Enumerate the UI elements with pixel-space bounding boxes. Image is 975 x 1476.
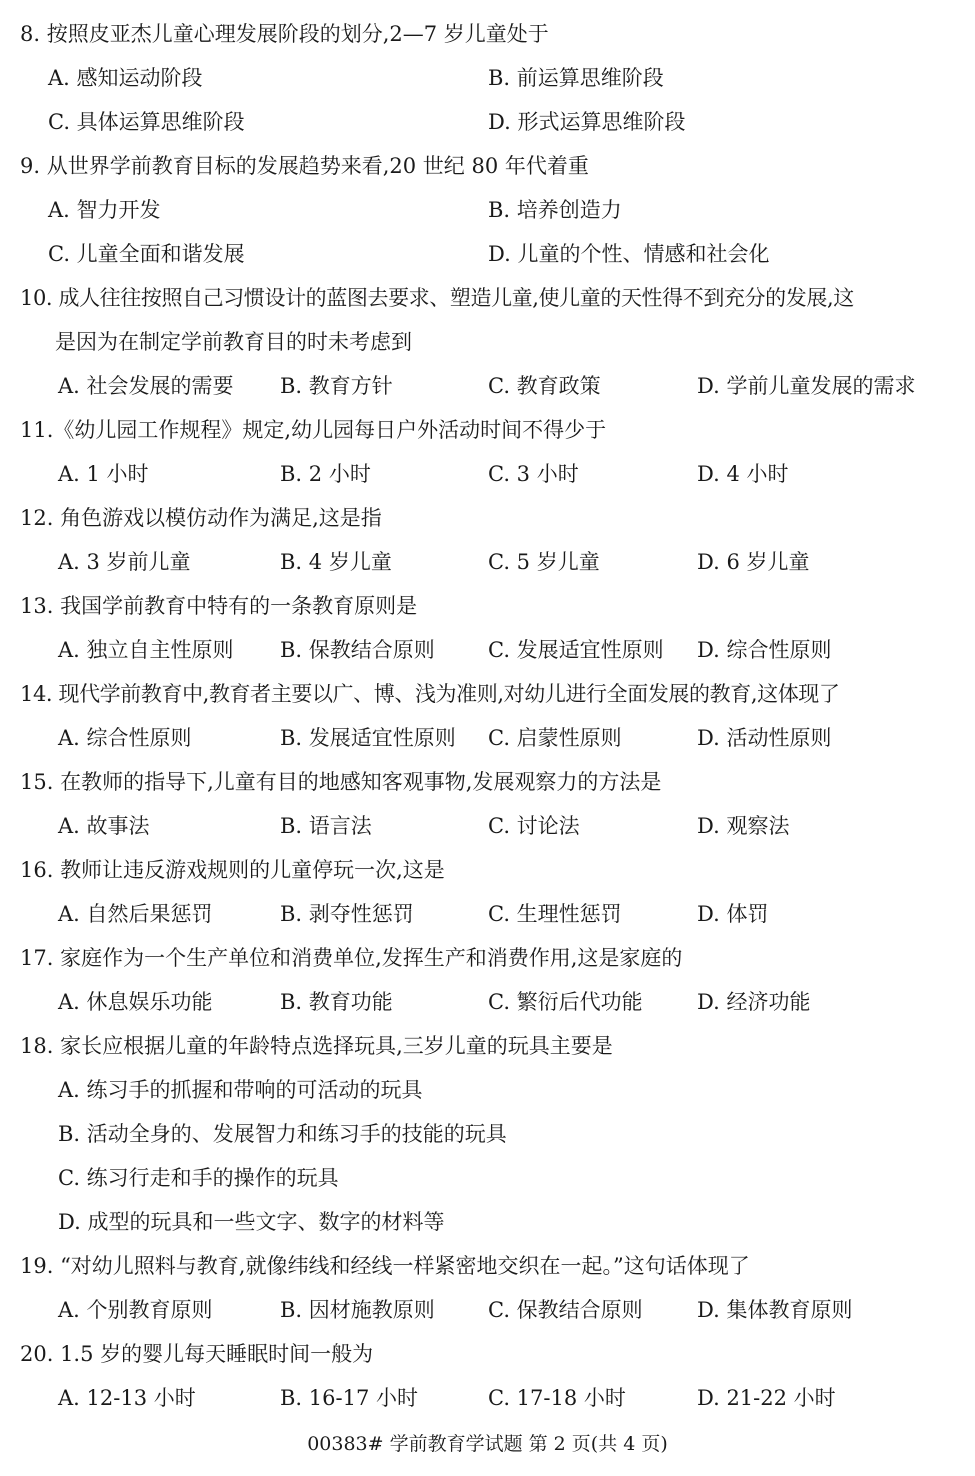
question-stem: 14. 现代学前教育中,教育者主要以广、博、浅为准则,对幼儿进行全面发展的教育,这体现了 [20,682,840,706]
option-b: B. 16-17 小时 [280,1386,418,1410]
option-b: B. 活动全身的、发展智力和练习手的技能的玩具 [58,1122,507,1146]
option-c: C. 生理性惩罚 [488,902,622,926]
options-row [0,452,975,496]
options-row [0,232,975,276]
option-b: B. 剥夺性惩罚 [280,902,414,926]
options-row [0,1288,975,1332]
option-c: C. 儿童全面和谐发展 [48,242,245,266]
option-b: B. 教育功能 [280,990,393,1014]
options-row [0,980,975,1024]
option-c: C. 5 岁儿童 [488,550,600,574]
options-row [0,100,975,144]
question-stem: 17. 家庭作为一个生产单位和消费单位,发挥生产和消费作用,这是家庭的 [20,946,683,970]
option-c: C. 发展适宜性原则 [488,638,664,662]
options-row [0,892,975,936]
option-c: C. 繁衍后代功能 [488,990,643,1014]
option-d: D. 儿童的个性、情感和社会化 [488,242,770,266]
option-a: A. 感知运动阶段 [48,66,203,90]
options-row [0,188,975,232]
question-stem: 12. 角色游戏以模仿动作为满足,这是指 [20,506,382,530]
option-d: D. 6 岁儿童 [697,550,810,574]
option-a: A. 独立自主性原则 [58,638,234,662]
option-c: C. 练习行走和手的操作的玩具 [58,1166,339,1190]
option-a: A. 个别教育原则 [58,1298,213,1322]
options-row [0,364,975,408]
option-d: D. 21-22 小时 [697,1386,836,1410]
options-row [0,1112,975,1156]
option-c: C. 保教结合原则 [488,1298,643,1322]
option-b: B. 保教结合原则 [280,638,435,662]
option-a: A. 12-13 小时 [58,1386,196,1410]
question-stem: 18. 家长应根据儿童的年龄特点选择玩具,三岁儿童的玩具主要是 [20,1034,613,1058]
options-row [0,1068,975,1112]
option-b: B. 培养创造力 [488,198,622,222]
option-c: C. 17-18 小时 [488,1386,626,1410]
options-row [0,56,975,100]
options-row [0,1376,975,1420]
option-a: A. 3 岁前儿童 [58,550,191,574]
option-c: C. 启蒙性原则 [488,726,622,750]
option-b: B. 教育方针 [280,374,393,398]
question-stem-continued: 是因为在制定学前教育目的时未考虑到 [55,330,412,354]
option-a: A. 智力开发 [48,198,161,222]
question-stem: 16. 教师让违反游戏规则的儿童停玩一次,这是 [20,858,445,882]
question-stem: 20. 1.5 岁的婴儿每天睡眠时间一般为 [20,1342,374,1366]
option-c: C. 具体运算思维阶段 [48,110,245,134]
page-footer: 00383# 学前教育学试题 第 2 页(共 4 页) [307,1433,668,1455]
option-d: D. 观察法 [697,814,790,838]
options-row [0,1200,975,1244]
option-d: D. 4 小时 [697,462,789,486]
options-row [0,804,975,848]
option-d: D. 体罚 [697,902,769,926]
options-row [0,628,975,672]
option-a: A. 综合性原则 [58,726,192,750]
question-stem: 10. 成人往往按照自己习惯设计的蓝图去要求、塑造儿童,使儿童的天性得不到充分的发展,这 [20,286,854,310]
option-b: B. 发展适宜性原则 [280,726,456,750]
question-stem: 8. 按照皮亚杰儿童心理发展阶段的划分,2—7 岁儿童处于 [20,22,549,46]
question-stem: 19. “对幼儿照料与教育,就像纬线和经线一样紧密地交织在一起。”这句话体现了 [20,1254,750,1278]
option-b: B. 因材施教原则 [280,1298,435,1322]
option-a: A. 社会发展的需要 [58,374,234,398]
option-d: D. 成型的玩具和一些文字、数字的材料等 [58,1210,445,1234]
option-d: D. 综合性原则 [697,638,832,662]
option-b: B. 前运算思维阶段 [488,66,664,90]
option-c: C. 3 小时 [488,462,579,486]
option-d: D. 形式运算思维阶段 [488,110,686,134]
option-a: A. 1 小时 [58,462,149,486]
option-a: A. 练习手的抓握和带响的可活动的玩具 [58,1078,423,1102]
option-b: B. 语言法 [280,814,372,838]
option-d: D. 学前儿童发展的需求 [697,374,916,398]
option-c: C. 教育政策 [488,374,601,398]
option-d: D. 集体教育原则 [697,1298,853,1322]
options-row [0,540,975,584]
options-row [0,716,975,760]
question-stem: 15. 在教师的指导下,儿童有目的地感知客观事物,发展观察力的方法是 [20,770,662,794]
options-row [0,1156,975,1200]
option-a: A. 休息娱乐功能 [58,990,213,1014]
option-a: A. 故事法 [58,814,150,838]
question-stem: 13. 我国学前教育中特有的一条教育原则是 [20,594,418,618]
option-b: B. 4 岁儿童 [280,550,392,574]
option-c: C. 讨论法 [488,814,580,838]
question-stem: 9. 从世界学前教育目标的发展趋势来看,20 世纪 80 年代着重 [20,154,589,178]
option-d: D. 经济功能 [697,990,811,1014]
option-a: A. 自然后果惩罚 [58,902,213,926]
question-stem: 11.《幼儿园工作规程》规定,幼儿园每日户外活动时间不得少于 [20,418,607,442]
option-d: D. 活动性原则 [697,726,832,750]
option-b: B. 2 小时 [280,462,371,486]
